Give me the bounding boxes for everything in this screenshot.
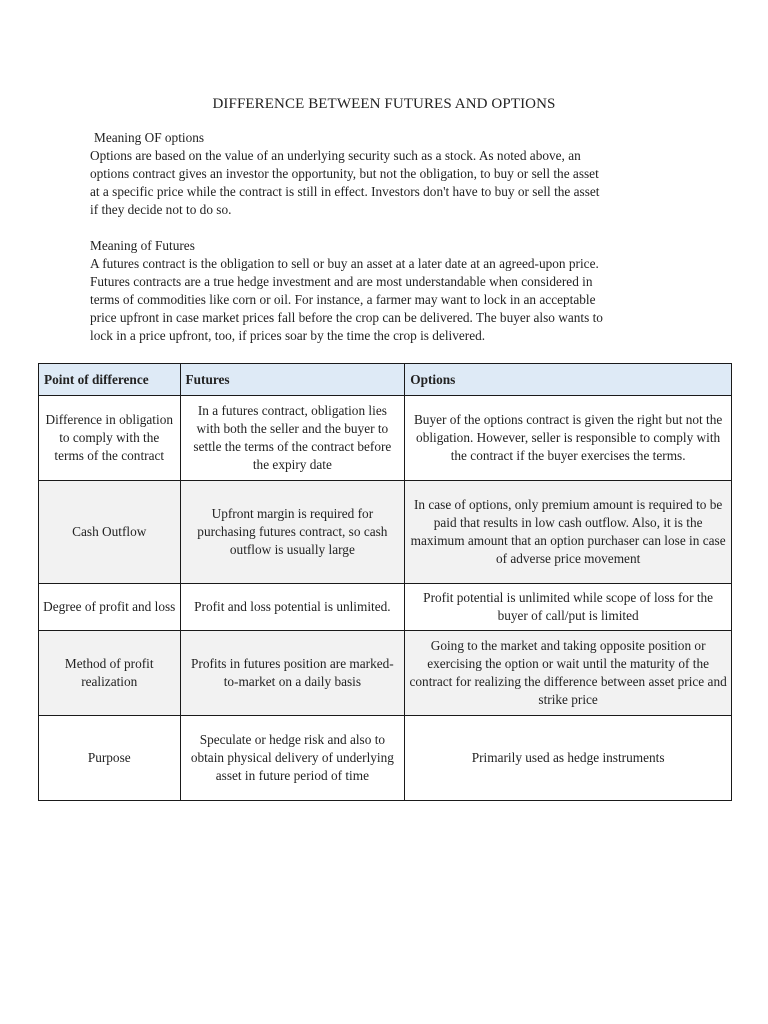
cell-point: Difference in obligation to comply with the terms of the contract (39, 396, 181, 481)
cell-point: Purpose (39, 716, 181, 801)
header-point-of-difference: Point of difference (39, 364, 181, 396)
comparison-table (38, 363, 732, 801)
cell-options: Going to the market and taking opposite position or exercising the option or wait until the maturity of the contract for realizing the difference between asset price and strike price (405, 631, 732, 716)
cell-point: Degree of profit and loss (39, 584, 181, 631)
table-row (39, 631, 732, 716)
cell-options: Buyer of the options contract is given the right but not the obligation. However, seller is responsible to comply with the contract if the buyer exercises the terms. (405, 396, 732, 481)
cell-point: Cash Outflow (39, 481, 181, 584)
table-header-row (39, 364, 732, 396)
cell-options: Profit potential is unlimited while scope of loss for the buyer of call/put is limited (405, 584, 732, 631)
futures-paragraph-line: terms of commodities like corn or oil. For instance, a farmer may want to lock in an acceptable (90, 292, 596, 307)
options-paragraph-line: Options are based on the value of an underlying security such as a stock. As noted above, an (90, 148, 581, 163)
options-heading: Meaning OF options (94, 130, 205, 145)
cell-options: Primarily used as hedge instruments (405, 716, 732, 801)
cell-futures: Speculate or hedge risk and also to obtain physical delivery of underlying asset in future period of time (180, 716, 405, 801)
futures-paragraph-line: Futures contracts are a true hedge investment and are most understandable when considered in (90, 274, 593, 289)
options-paragraph-line: options contract gives an investor the opportunity, but not the obligation, to buy or sell the asset (90, 166, 599, 181)
options-paragraph-line: if they decide not to do so. (90, 202, 232, 217)
document-title: DIFFERENCE BETWEEN FUTURES AND OPTIONS (212, 96, 556, 112)
header-options: Options (405, 364, 732, 396)
futures-heading: Meaning of Futures (90, 238, 195, 253)
header-futures: Futures (180, 364, 405, 396)
options-paragraph-line: at a specific price while the contract is still in effect. Investors don't have to buy or sell the asset (90, 184, 600, 199)
futures-paragraph-line: lock in a price upfront, too, if prices soar by the time the crop is delivered. (90, 328, 486, 343)
futures-paragraph-line: price upfront in case market prices fall before the crop can be delivered. The buyer also wants to (90, 310, 603, 325)
cell-futures: Upfront margin is required for purchasing futures contract, so cash outflow is usually large (180, 481, 405, 584)
options-meaning-section (90, 129, 680, 219)
table-row (39, 584, 732, 631)
futures-meaning-section (90, 237, 680, 345)
cell-point: Method of profit realization (39, 631, 181, 716)
cell-futures: In a futures contract, obligation lies with both the seller and the buyer to settle the terms of the contract before the expiry date (180, 396, 405, 481)
cell-futures: Profit and loss potential is unlimited. (180, 584, 405, 631)
table-row (39, 716, 732, 801)
cell-futures: Profits in futures position are marked-to-market on a daily basis (180, 631, 405, 716)
cell-options: In case of options, only premium amount is required to be paid that results in low cash outflow. Also, it is the maximum amount that an option purchaser can lose in case of adverse price movement (405, 481, 732, 584)
table-row (39, 481, 732, 584)
futures-paragraph-line: A futures contract is the obligation to sell or buy an asset at a later date at an agreed-upon price. (90, 256, 599, 271)
table-row (39, 396, 732, 481)
